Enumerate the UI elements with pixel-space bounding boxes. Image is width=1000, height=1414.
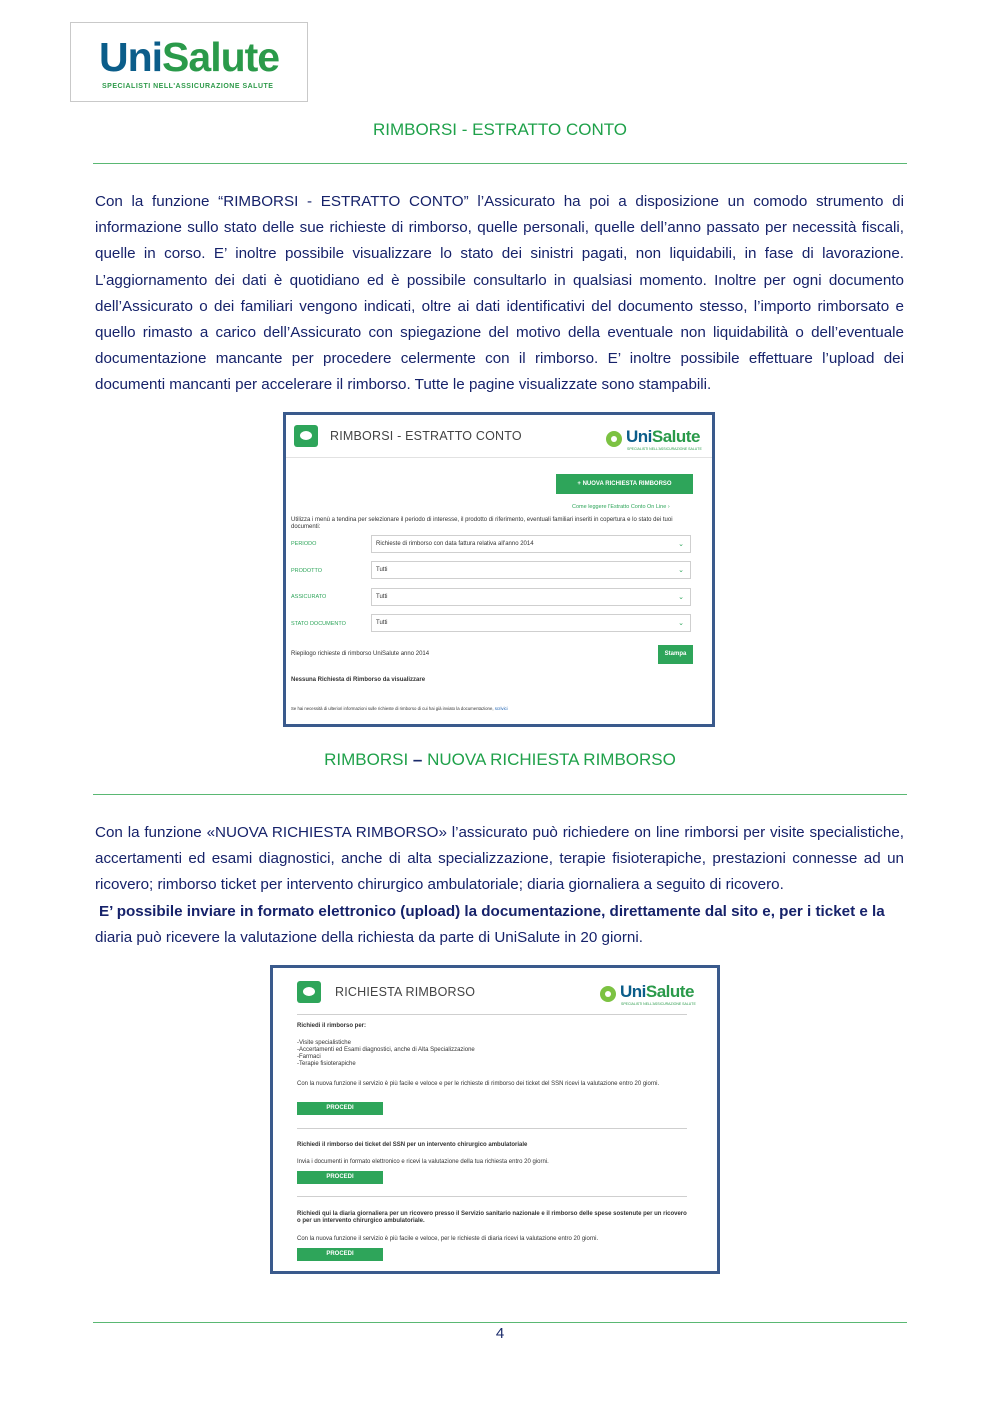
block1-note: Con la nuova funzione il servizio è più facile e veloce e per le richieste di rimborso dei ticket del SSN ricevi la valutazione entro 20 giorni. [297, 1081, 660, 1087]
contact-link[interactable]: scrivici [494, 706, 508, 711]
chevron-down-icon: ⌄ [678, 567, 684, 574]
filter-label-stato-documento: STATO DOCUMENTO [291, 621, 346, 627]
summary-text: Riepilogo richieste di rimborso UniSalute anno 2014 [291, 651, 430, 657]
block3-heading: Richiedi qui la diaria giornaliera per un ricovero presso il Servizio sanitario nazionale e il rimborso delle spese sostenute per un ricovero o per un intervento chirurgico ambulatoriale. [297, 1211, 687, 1224]
normal-tail-text: diaria può ricevere la valutazione della richiesta da parte di UniSalute in 20 giorni. [95, 928, 643, 946]
divider [93, 163, 907, 164]
instructions-text: Utilizza i menù a tendina per selezionare il periodo di interesse, il prodotto di riferimento, eventuali familiari inseriti in copertura e lo stato dei tuoi documenti: [291, 517, 673, 530]
header-divider [286, 457, 712, 458]
screenshot-title: RIMBORSI - ESTRATTO CONTO [330, 429, 522, 443]
block1-item: -Accertamenti ed Esami diagnostici, anche di Alta Specializzazione [297, 1047, 475, 1053]
proceed-button[interactable]: PROCEDI [297, 1171, 383, 1184]
footer-note: Se hai necessità di ulteriori informazioni sulle richieste di rimborso di cui hai già inviato la documentazione, scrivici [291, 706, 508, 711]
block3-note: Con la nuova funzione il servizio è più facile e veloce, per le richieste di diaria ricevi la valutazione entro 20 giorni. [297, 1236, 599, 1242]
assicurato-select[interactable]: Tutti ⌄ [371, 588, 691, 606]
proceed-button[interactable]: PROCEDI [297, 1102, 383, 1115]
block1-item: -Farmaci [297, 1054, 321, 1060]
empty-message: Nessuna Richiesta di Rimborso da visualizzare [291, 677, 426, 683]
screenshot-title: RICHIESTA RIMBORSO [335, 985, 476, 999]
chevron-down-icon: ⌄ [678, 541, 684, 548]
richiesta-rimborso-screenshot: RICHIESTA RIMBORSO UniSalute SPECIALISTI NELL'ASSICURAZIONE SALUTE Richiedi il rimborso per: -Visite specialistiche -Accertamenti ed Esami diagnostici, anche di Alta Specializzazione -Farmaci -Terapie fisioterapiche Con la nuova funzione il servizio è più facile e veloce e per le richieste di rimborso dei ticket del SSN ricevi la valutazione entro 20 giorni. PROCEDI Richiedi il rimborso dei ticket del SSN per un intervento chirurgico ambulatoriale Invia i documenti in formato elettronico e ricevi la valutazione della tua richiesta entro 20 giorni. PROCEDI Richiedi qui la diaria giornaliera per un ricovero presso il Servizio sanitario nazionale e il rimborso delle spese sostenute per un ricovero o per un intervento chirurgico ambulatoriale. Con la nuova funzione il servizio è più facile e veloce, per le richieste di diaria ricevi la valutazione entro 20 giorni. PROCEDI [270, 965, 720, 1274]
chevron-down-icon: ⌄ [678, 620, 684, 627]
logo-circle-icon [606, 431, 622, 447]
chevron-down-icon: ⌄ [678, 594, 684, 601]
block1-item: -Terapie fisioterapiche [297, 1061, 356, 1067]
divider [297, 1196, 687, 1197]
bold-upload-text: E’ possibile inviare in formato elettronico (upload) la documentazione, direttamente dal sito e, per i ticket e la [99, 902, 885, 920]
filter-label-assicurato: ASSICURATO [291, 594, 327, 600]
piggy-bank-icon [297, 981, 321, 1003]
divider [93, 794, 907, 795]
block2-heading: Richiedi il rimborso dei ticket del SSN per un intervento chirurgico ambulatoriale [297, 1142, 528, 1148]
piggy-bank-icon [294, 425, 318, 447]
print-button[interactable]: Stampa [658, 645, 693, 664]
nuova-richiesta-paragraph: Con la funzione «NUOVA RICHIESTA RIMBORSO» l’assicurato può richiedere on line rimborsi per visite specialistiche, accertamenti ed esami diagnostici, anche di alta specializzazione, terapie fisioterapiche, prestazioni connesse ad un ricovero; rimborso ticket per intervento chirurgico ambulatoriale; diaria giornaliera a seguito di ricovero. E’ possibile inviare in formato elettronico (upload) la documentazione, direttamente dal sito e, per i ticket e la diaria può ricevere la valutazione della richiesta da parte di UniSalute in 20 giorni. [95, 824, 904, 946]
intro-paragraph: Con la funzione “RIMBORSI - ESTRATTO CONTO” l’Assicurato ha poi a disposizione un comodo strumento di informazione sullo stato delle sue richieste di rimborso, quelle personali, quelle dell’anno passato per necessità fiscali, quelle in corso. E’ inoltre possibile visualizzare lo stato dei sinistri pagati, non liquidabili, in fase di lavorazione. L’aggiornamento dei dati è quotidiano ed è possibile consultarlo in qualsiasi momento. Inoltre per ogni documento dell’Assicurato o dei familiari vengono indicati, oltre ai dati identificativi del documento stesso, l’importo rimborsato e quello rimasto a carico dell’Assicurato con spiegazione del motivo della eventuale non liquidabilità o dell’eventuale documentazione mancante per procedere celermente con il rimborso. E’ inoltre possibile effettuare l’upload dei documenti mancanti per accelerare il rimborso. Tutte le pagine visualizzate sono stampabili. [95, 193, 904, 394]
divider [297, 1128, 687, 1129]
periodo-select[interactable]: Richieste di rimborso con data fattura relativa all'anno 2014 ⌄ [371, 535, 691, 553]
unisalute-logo [70, 22, 308, 102]
page-number: 4 [495, 1325, 505, 1342]
filter-label-periodo: PERIODO [291, 541, 317, 547]
stato-documento-select[interactable]: Tutti ⌄ [371, 614, 691, 632]
block1-heading: Richiedi il rimborso per: [297, 1023, 367, 1029]
logo-circle-icon [600, 986, 616, 1002]
section-title-nuova-richiesta: RIMBORSI – NUOVA RICHIESTA RIMBORSO [324, 750, 676, 769]
section-title-estratto-conto: RIMBORSI - ESTRATTO CONTO [372, 120, 628, 139]
header-divider [297, 1014, 687, 1015]
block2-note: Invia i documenti in formato elettronico e ricevi la valutazione della tua richiesta entro 20 giorni. [297, 1159, 549, 1165]
logo-wordmark: UniSalute [99, 34, 280, 80]
footer-divider [93, 1322, 907, 1323]
block1-item: -Visite specialistiche [297, 1040, 351, 1046]
prodotto-select[interactable]: Tutti ⌄ [371, 561, 691, 579]
filter-label-prodotto: PRODOTTO [291, 568, 323, 574]
logo-tagline: SPECIALISTI NELL'ASSICURAZIONE SALUTE [102, 83, 274, 90]
new-request-button[interactable]: + NUOVA RICHIESTA RIMBORSO [556, 474, 693, 494]
proceed-button[interactable]: PROCEDI [297, 1248, 383, 1261]
help-link[interactable]: Come leggere l'Estratto Conto On Line › [572, 504, 670, 510]
estratto-conto-screenshot: RIMBORSI - ESTRATTO CONTO UniSalute SPECIALISTI NELL'ASSICURAZIONE SALUTE + NUOVA RICHIESTA RIMBORSO Come leggere l'Estratto Conto On Line › Utilizza i menù a tendina per selezionare il periodo di interesse, il prodotto di riferimento, eventuali familiari inseriti in copertura e lo stato dei tuoi documenti: PERIODO Richieste di rimborso con data fattura relativa all'anno 2014 ⌄ PRODOTTO Tutti ⌄ ASSICURATO Tutti ⌄ STATO DOCUMENTO Tutti ⌄ Riepilogo richieste di rimborso UniSalute anno 2014 Stampa Nessuna Richiesta di Rimborso da visualizzare Se hai necessità di ulteriori informazioni sulle richieste di rimborso di cui hai già inviato la documentazione, scrivici [283, 412, 715, 727]
